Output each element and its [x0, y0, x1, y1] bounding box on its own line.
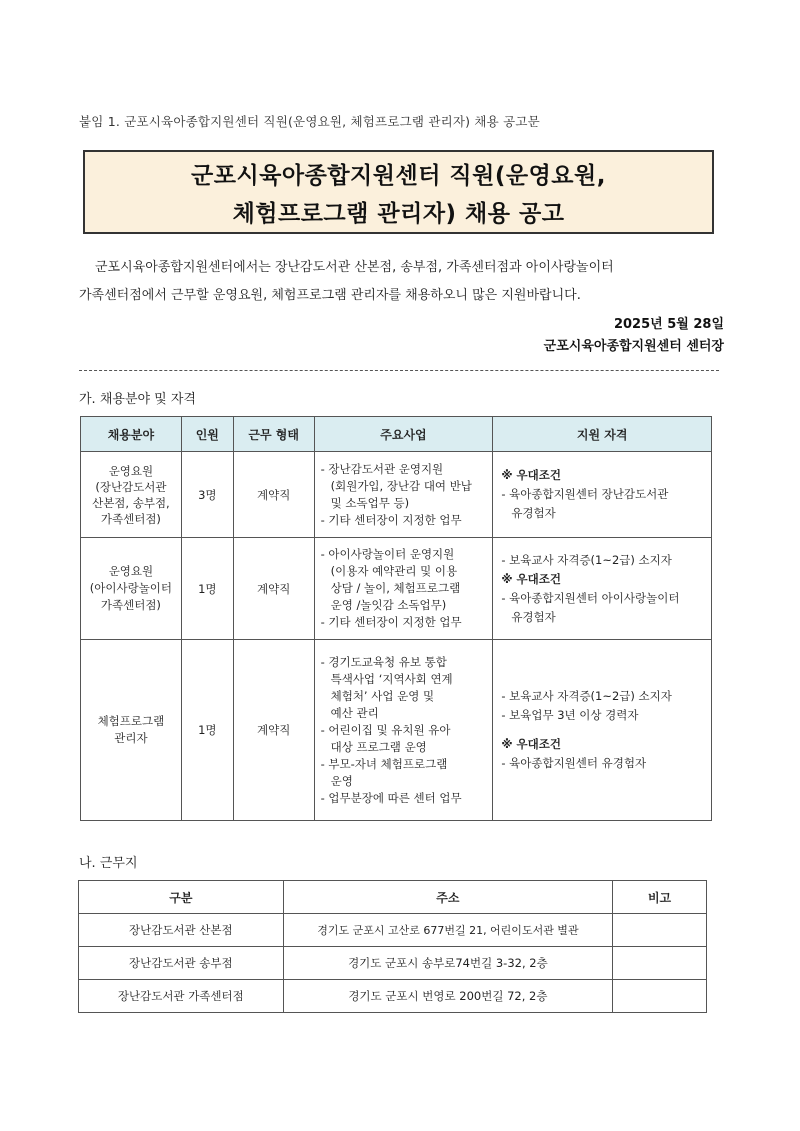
- duties-cell: [314, 640, 493, 821]
- announcement-org: 군포시육아종합지원센터 센터장: [543, 339, 724, 354]
- field-text: 운영요원: [108, 564, 154, 578]
- table-row: [79, 914, 707, 947]
- location-address: 경기도 군포시 송부로74번길 3-32, 2층: [283, 947, 612, 980]
- field-text: 관리자: [114, 731, 148, 745]
- field-text: 운영요원: [108, 463, 154, 478]
- header-type: 근무 형태: [233, 417, 314, 452]
- location-note: [613, 947, 707, 980]
- location-address: 경기도 군포시 고산로 677번길 21, 어린이도서관 별관: [283, 914, 612, 947]
- count-cell: 3명: [181, 452, 233, 538]
- field-text: 가족센터점): [100, 598, 161, 612]
- section-b-title: 나. 근무지: [79, 856, 138, 871]
- qual-line: - 육아종합지원센터 장난감도서관: [501, 487, 669, 501]
- duties-cell: [314, 452, 493, 538]
- qual-line: - 육아종합지원센터 아이사랑놀이터: [501, 590, 680, 605]
- announcement-date: 2025년 5월 28일: [613, 317, 724, 332]
- qual-line: 유경험자: [511, 506, 556, 520]
- table-row: [79, 980, 707, 1013]
- qualification-cell: [493, 452, 712, 538]
- intro-line1: 군포시육아종합지원센터에서는 장난감도서관 산본점, 송부점, 가족센터점과 아이사랑놀이터: [95, 260, 614, 275]
- field-text: (장난감도서관: [95, 479, 167, 494]
- duty-line: 및 소독업무 등): [330, 495, 410, 510]
- duty-line: - 업무분장에 따른 센터 업무: [320, 790, 462, 805]
- duty-line: 상담 / 놀이, 체험프로그램: [330, 581, 461, 595]
- header-address: 주소: [283, 881, 612, 914]
- preference-title: ※ 우대조건: [501, 737, 561, 751]
- field-text: 가족센터점): [100, 511, 161, 526]
- duty-line: - 기타 센터장이 지정한 업무: [320, 512, 462, 527]
- qual-line: 유경험자: [511, 609, 556, 624]
- location-name: 장난감도서관 송부점: [79, 947, 284, 980]
- count-cell: 1명: [181, 538, 233, 640]
- count-cell: 1명: [181, 640, 233, 821]
- duties-cell: [314, 538, 493, 640]
- header-category: 구분: [79, 881, 284, 914]
- divider: [79, 370, 719, 371]
- qual-line: - 보육교사 자격증(1~2급) 소지자: [501, 552, 672, 567]
- location-name: 장난감도서관 가족센터점: [79, 980, 284, 1013]
- table-row: [81, 538, 712, 640]
- duty-line: 특색사업 ‘지역사회 연계: [330, 671, 453, 686]
- preference-title: ※ 우대조건: [501, 468, 561, 482]
- table-row: [79, 947, 707, 980]
- duty-line: 체험처’ 사업 운영 및: [330, 688, 435, 703]
- location-name: 장난감도서관 산본점: [79, 914, 284, 947]
- intro-line2: 가족센터점에서 근무할 운영요원, 체험프로그램 관리자를 채용하오니 많은 지원바랍니다.: [79, 288, 581, 303]
- duty-line: 예산 관리: [330, 705, 379, 720]
- location-address: 경기도 군포시 번영로 200번길 72, 2층: [283, 980, 612, 1013]
- table-row: [81, 452, 712, 538]
- table-header-row: [79, 881, 707, 914]
- header-count: 인원: [181, 417, 233, 452]
- recruitment-table: [80, 416, 712, 821]
- duty-line: (회원가입, 장난감 대여 반납: [330, 478, 472, 493]
- location-table: [78, 880, 707, 1013]
- qual-line: - 보육업무 3년 이상 경력자: [501, 708, 639, 722]
- field-text: 산본점, 송부점,: [92, 495, 170, 510]
- duty-line: - 아이사랑놀이터 운영지원: [320, 547, 455, 561]
- type-cell: 계약직: [233, 452, 314, 538]
- field-cell: [81, 452, 182, 538]
- type-cell: 계약직: [233, 640, 314, 821]
- duty-line: 운영: [330, 773, 353, 788]
- table-header-row: [81, 417, 712, 452]
- location-note: [613, 980, 707, 1013]
- qualification-cell: [493, 538, 712, 640]
- type-cell: 계약직: [233, 538, 314, 640]
- spacer: [501, 725, 703, 735]
- field-cell: [81, 538, 182, 640]
- duty-line: (이용자 예약관리 및 이용: [330, 564, 458, 578]
- duty-line: - 부모-자녀 체험프로그램: [320, 756, 448, 771]
- field-cell: [81, 640, 182, 821]
- page-title-line1: 군포시육아종합지원센터 직원(운영요원,: [191, 163, 606, 189]
- header-field: 채용분야: [81, 417, 182, 452]
- field-text: 체험프로그램: [97, 714, 165, 728]
- page-title-line2: 체험프로그램 관리자) 채용 공고: [232, 201, 565, 227]
- duty-line: - 기타 센터장이 지정한 업무: [320, 615, 462, 629]
- header-duties: 주요사업: [314, 417, 493, 452]
- title-box: [83, 150, 714, 234]
- header-note: 비고: [613, 881, 707, 914]
- qual-line: - 보육교사 자격증(1~2급) 소지자: [501, 689, 672, 703]
- intro-paragraph: [79, 254, 729, 310]
- attachment-label: 붙임 1. 군포시육아종합지원센터 직원(운영요원, 체험프로그램 관리자) 채용 공고문: [79, 114, 540, 129]
- duty-line: - 경기도교육청 유보 통합: [320, 654, 447, 669]
- table-row: [81, 640, 712, 821]
- duty-line: - 어린이집 및 유치원 유아: [320, 722, 451, 737]
- duty-line: 대상 프로그램 운영: [330, 739, 427, 754]
- header-qualification: 지원 자격: [493, 417, 712, 452]
- field-text: (아이사랑놀이터: [89, 581, 173, 595]
- duty-line: 운영 /놀잇감 소독업무): [330, 598, 447, 612]
- qual-line: - 육아종합지원센터 유경험자: [501, 756, 647, 770]
- preference-title: ※ 우대조건: [501, 571, 561, 586]
- section-a-title: 가. 채용분야 및 자격: [79, 392, 196, 407]
- duty-line: - 장난감도서관 운영지원: [320, 461, 444, 476]
- location-note: [613, 914, 707, 947]
- qualification-cell: [493, 640, 712, 821]
